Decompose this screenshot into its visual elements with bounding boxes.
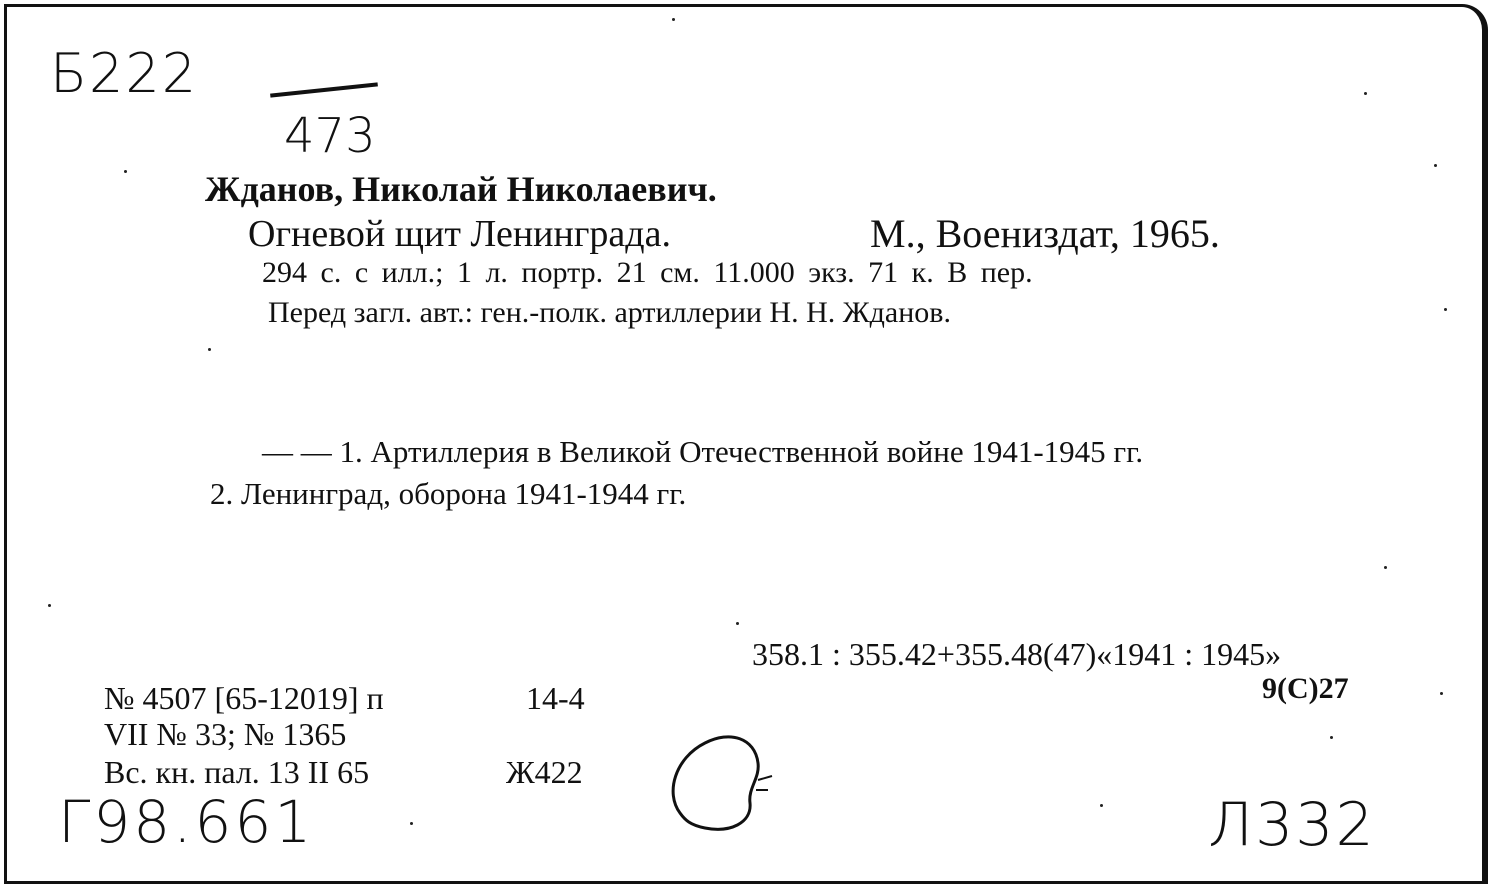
udc-code: 358.1 : 355.42+355.48(47)«1941 : 1945» (752, 636, 1282, 672)
speck (410, 822, 413, 825)
book-title: Огневой щит Ленинграда. (248, 213, 671, 255)
speck (1440, 692, 1443, 695)
series-number: VII № 33; № 1365 (104, 716, 347, 752)
subject-heading-2: 2. Ленинград, оборона 1941-1944 гг. (210, 476, 687, 511)
speck (48, 604, 51, 607)
speck (736, 622, 739, 625)
author-mark: Ж422 (506, 754, 583, 790)
speck (1100, 804, 1103, 807)
shelfmark-top: Б222 (50, 42, 199, 105)
speck (208, 348, 211, 351)
hole-punch-stamp-icon (660, 718, 780, 838)
imprint: М., Воениздат, 1965. (870, 211, 1220, 256)
order-number: № 4507 [65-12019] п (104, 680, 384, 716)
speck (672, 18, 675, 21)
shelfmark-sub: 473 (284, 108, 376, 164)
physical-description: 294 с. с илл.; 1 л. портр. 21 см. 11.000 экз. 71 к. В пер. (262, 256, 1033, 289)
speck (1444, 308, 1447, 311)
order-code: 14-4 (526, 680, 585, 716)
speck (1434, 164, 1437, 167)
subject-heading-1: — — 1. Артиллерия в Великой Отечественной войне 1941-1945 гг. (262, 434, 1144, 469)
speck (1330, 736, 1333, 739)
speck (1384, 566, 1387, 569)
speck (124, 170, 127, 173)
bbk-code: 9(С)27 (1262, 672, 1349, 705)
author-note: Перед загл. авт.: ген.-полк. артиллерии Н. Н. Жданов. (268, 296, 951, 329)
handwritten-call-number: Г98.661 (58, 788, 315, 856)
speck (1364, 92, 1367, 95)
chamber-record: Вс. кн. пал. 13 II 65 (104, 754, 370, 790)
author-heading: Жданов, Николай Николаевич. (205, 169, 717, 209)
handwritten-inventory-number: Л332 (1208, 790, 1376, 860)
